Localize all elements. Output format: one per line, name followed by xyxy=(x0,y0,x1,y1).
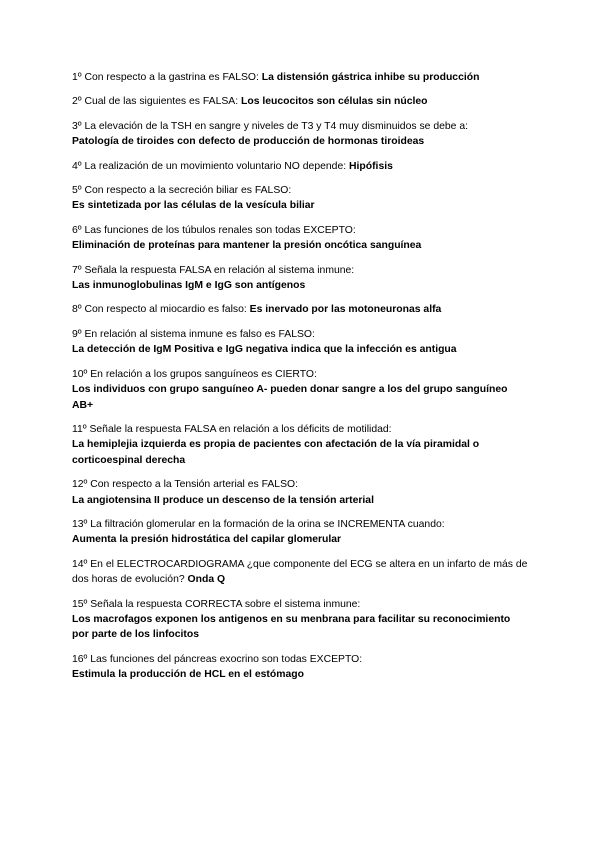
question-text: 1º Con respecto a la gastrina es FALSO: xyxy=(72,72,259,83)
question-6 xyxy=(72,223,528,254)
question-4 xyxy=(72,159,528,174)
question-15 xyxy=(72,597,528,643)
question-5 xyxy=(72,183,528,214)
answer-text: Es inervado por las motoneuronas alfa xyxy=(249,304,442,316)
answer-text: Los leucocitos son células sin núcleo xyxy=(241,96,428,108)
question-text: 5º Con respecto a la secreción biliar es FALSO: xyxy=(72,185,292,197)
answer-text: Los individuos con grupo sanguíneo A- pueden donar sangre a los del grupo sanguíneo AB+ xyxy=(72,384,508,411)
answer-text: Es sintetizada por las células de la vesícula biliar xyxy=(72,200,315,212)
document-page xyxy=(72,70,528,683)
question-text: 14º En el ELECTROCARDIOGRAMA ¿que componente del ECG se altera en un infarto de más de dos horas de evolución? xyxy=(72,558,528,586)
answer-text: La distensión gástrica inhibe su producción xyxy=(261,72,480,83)
answer-text: Las inmunoglobulinas IgM e IgG son antígenos xyxy=(72,280,306,292)
answer-text: La detección de IgM Positiva e IgG negativa indica que la infección es antigua xyxy=(72,344,457,356)
question-text: 7º Señala la respuesta FALSA en relación al sistema inmune: xyxy=(72,264,355,276)
question-text: 12º Con respecto a la Tensión arterial es FALSO: xyxy=(72,479,298,491)
question-text: 13º La filtración glomerular en la formación de la orina se INCREMENTA cuando: xyxy=(72,518,445,530)
question-9 xyxy=(72,327,528,358)
answer-text: Estimula la producción de HCL en el estómago xyxy=(72,669,304,681)
answer-text: Hipófisis xyxy=(349,160,393,172)
question-text: 15º Señala la respuesta CORRECTA sobre el sistema inmune: xyxy=(72,598,361,610)
question-text: 10º En relación a los grupos sanguíneos es CIERTO: xyxy=(72,368,317,380)
question-7 xyxy=(72,263,528,294)
answer-text: La angiotensina II produce un descenso de la tensión arterial xyxy=(72,494,374,506)
question-8 xyxy=(72,302,528,317)
question-2 xyxy=(72,94,528,109)
question-text: 3º La elevación de la TSH en sangre y niveles de T3 y T4 muy disminuidos se debe a: xyxy=(72,120,468,132)
question-3 xyxy=(72,119,528,150)
question-text: 16º Las funciones del páncreas exocrino son todas EXCEPTO: xyxy=(72,653,363,665)
question-text: 2º Cual de las siguientes es FALSA: xyxy=(72,96,239,108)
question-text: 4º La realización de un movimiento voluntario NO depende: xyxy=(72,160,347,172)
answer-text: Aumenta la presión hidrostática del capilar glomerular xyxy=(72,534,342,546)
question-text: 11º Señale la respuesta FALSA en relación a los déficits de motilidad: xyxy=(72,423,392,435)
question-14 xyxy=(72,557,528,588)
question-16 xyxy=(72,652,528,683)
question-text: 8º Con respecto al miocardio es falso: xyxy=(72,304,247,316)
question-text: 9º En relación al sistema inmune es falso es FALSO: xyxy=(72,328,315,340)
answer-text: Onda Q xyxy=(187,574,226,586)
answer-text: La hemiplejia izquierda es propia de pacientes con afectación de la vía piramidal o corticoespinal derecha xyxy=(72,439,480,466)
answer-text: Eliminación de proteínas para mantener la presión oncótica sanguínea xyxy=(72,240,422,252)
question-12 xyxy=(72,477,528,508)
answer-text: Patología de tiroides con defecto de producción de hormonas tiroideas xyxy=(72,136,425,148)
question-1 xyxy=(72,70,528,85)
question-13 xyxy=(72,517,528,548)
question-text: 6º Las funciones de los túbulos renales son todas EXCEPTO: xyxy=(72,224,356,236)
answer-text: Los macrofagos exponen los antigenos en su menbrana para facilitar su reconocimiento por parte de los linfocitos xyxy=(72,613,511,641)
question-11 xyxy=(72,422,528,468)
question-10 xyxy=(72,367,528,413)
